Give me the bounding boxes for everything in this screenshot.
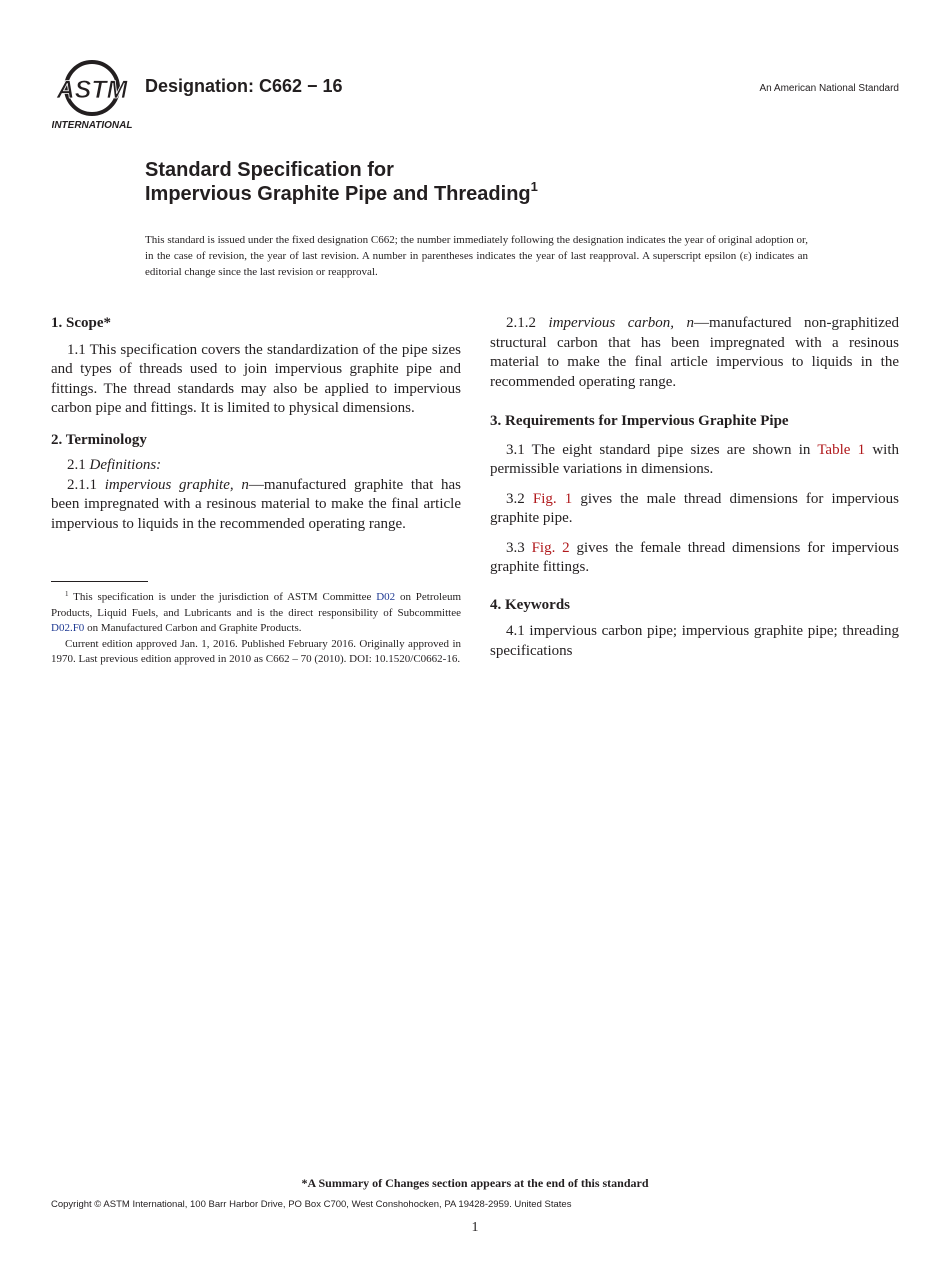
left-column [51, 314, 461, 534]
fig-2-link[interactable]: Fig. 2 [531, 539, 570, 556]
section-3-2 [490, 490, 899, 529]
copyright: Copyright © ASTM International, 100 Barr Harbor Drive, PO Box C700, West Conshohocken, PA 19428-2959. United States [51, 1199, 572, 1210]
section-3-2-number: 3.2 [506, 490, 525, 507]
title-line-1: Standard Specification for [145, 159, 394, 181]
footnote-rule [51, 581, 148, 582]
preamble: This standard is issued under the fixed designation C662; the number immediately following the designation indicates the year of original adoption or, in the case of revision, the year of last revision. A number in parentheses indicates the year of last reapproval. A superscript epsilon (ε) indicates an editorial change since the last revision or reapproval. [145, 234, 808, 278]
right-column [490, 314, 899, 661]
section-2-1-2-definition: —manufactured non-graphitized structural carbon that has been impregnated with a resinous material to make the final article impervious to liquids in the recommended operating range. [490, 315, 900, 390]
section-3-1-text-a: 3.1 The eight standard pipe sizes are shown in [506, 441, 811, 458]
section-4-1: 4.1 impervious carbon pipe; impervious graphite pipe; threading specifications [490, 623, 899, 659]
title-footnote-mark: 1 [530, 179, 538, 194]
section-2-1-1 [51, 476, 461, 535]
footnote-1 [51, 590, 461, 637]
section-2-1-2-term: impervious carbon, n [548, 315, 695, 331]
fig-1-link[interactable]: Fig. 1 [532, 490, 573, 507]
footnote-text-c: on Manufactured Carbon and Graphite Products. [87, 622, 302, 634]
page-number: 1 [471, 1220, 479, 1235]
designation: Designation: C662 − 16 [145, 76, 343, 96]
footnote-text-b: on Petroleum Products, Liquid Fuels, and Lubricants and is the direct responsibility of Subcommittee [51, 591, 462, 619]
astm-logo [52, 58, 136, 132]
section-2-1-number: 2.1 [67, 457, 86, 473]
section-2-1-1-definition: —manufactured graphite that has been impregnated with a resinous material to make the final article impervious to liquids in the recommended operating range. [51, 476, 461, 532]
section-3-3-number: 3.3 [506, 539, 525, 556]
section-3-heading: 3. Requirements for Impervious Graphite Pipe [490, 413, 789, 429]
section-4-heading: 4. Keywords [490, 596, 570, 613]
title-line-2 [145, 179, 538, 206]
section-2-1-2-number: 2.1.2 [506, 315, 536, 331]
section-2-1-1-term: impervious graphite, n [104, 476, 249, 493]
section-3-1 [490, 441, 899, 480]
footnote-2: Current edition approved Jan. 1, 2016. Published February 2016. Originally approved in 1970. Last previous edition approved in 2010 as C662 – 70 (2010). DOI: 10.1520/C0662-16. [51, 637, 461, 665]
svg-text:ASTM: ASTM [56, 76, 128, 104]
section-1-1: 1.1 This specification covers the standardization of the pipe sizes and types of threads used to join impervious graphite pipe and fittings. The thread standards may also be applied to impervious carbon pipe and fittings. It is limited to physical dimensions. [51, 341, 461, 416]
committee-link[interactable]: D02 [376, 591, 396, 603]
footnote-mark: 1 [65, 590, 69, 598]
section-2-1-2 [490, 314, 899, 392]
section-2-heading: 2. Terminology [51, 431, 147, 448]
section-3-3-text: gives the female thread dimensions for impervious graphite fittings. [490, 539, 900, 575]
section-3-2-text: gives the male thread dimensions for impervious graphite pipe. [490, 490, 900, 526]
section-2-1-1-number: 2.1.1 [67, 476, 97, 493]
footnote-text-a: This specification is under the jurisdiction of ASTM Committee [73, 591, 372, 603]
subcommittee-link[interactable]: D02.F0 [51, 622, 85, 634]
title-text: Impervious Graphite Pipe and Threading [145, 183, 531, 205]
section-3-1-text-b: with permissible variations in dimensions. [490, 441, 899, 477]
section-2-1-label: Definitions: [89, 457, 162, 473]
svg-text:INTERNATIONAL: INTERNATIONAL [52, 120, 133, 131]
national-standard-label: An American National Standard [759, 83, 899, 94]
section-2-1 [51, 456, 461, 476]
section-3-3 [490, 539, 899, 578]
footnote [51, 590, 461, 668]
table-1-link[interactable]: Table 1 [817, 441, 866, 458]
summary-of-changes-note: *A Summary of Changes section appears at the end of this standard [301, 1176, 649, 1190]
section-1-heading: 1. Scope* [51, 315, 111, 331]
